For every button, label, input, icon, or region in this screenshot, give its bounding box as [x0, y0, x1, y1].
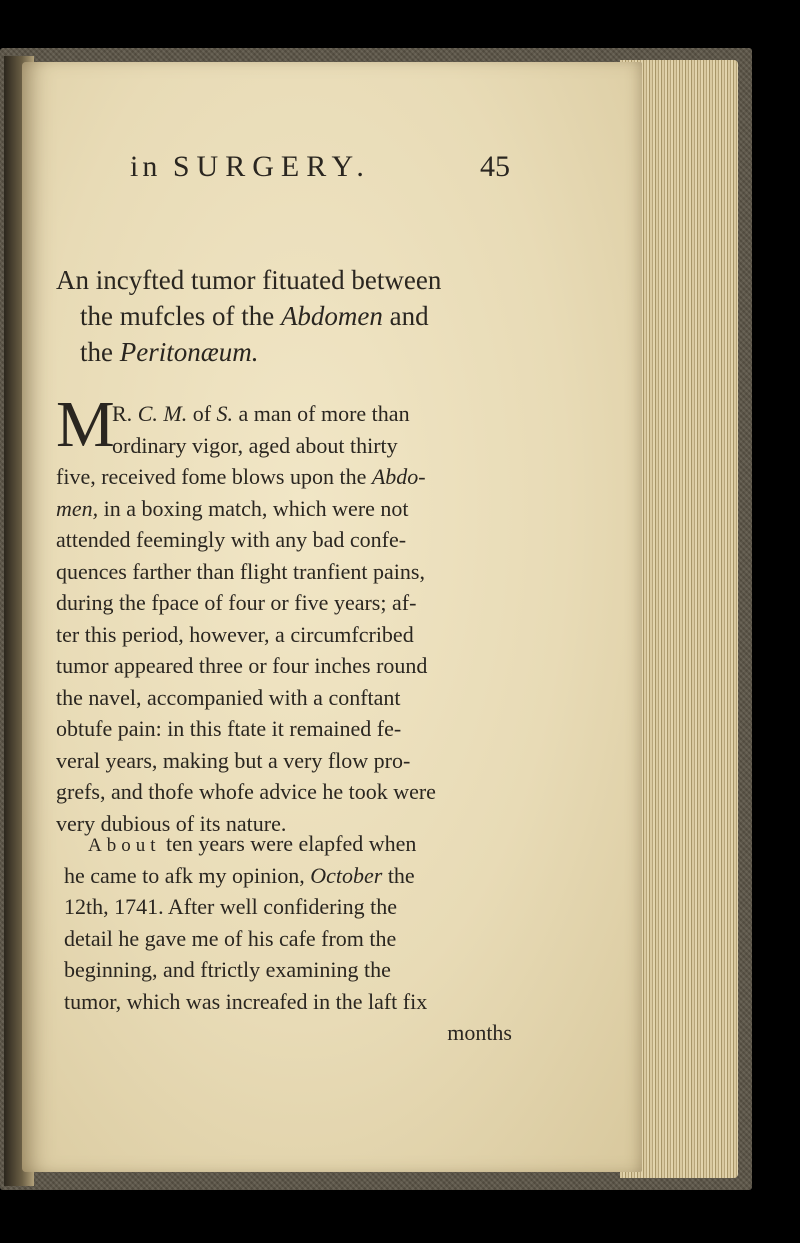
text-line: tumor, which was increafed in the laft fix [64, 988, 428, 1014]
title-text: and [382, 301, 429, 331]
text-run: in a boxing match, which were not [98, 495, 409, 521]
text-italic: C. M. [137, 401, 188, 426]
text-line: veral years, making but a very flow pro- [56, 747, 411, 773]
text-italic: Abdo- [371, 464, 426, 489]
running-title-caps: SURGERY. [172, 150, 371, 183]
title-text: the [80, 337, 120, 367]
text-line [56, 493, 526, 525]
drop-cap: M [56, 388, 115, 461]
title-line-1: An incyfted tumor fituated between [56, 265, 442, 295]
section-title [56, 262, 526, 370]
running-title [130, 150, 371, 184]
text-line: ordinary vigor, aged about thirty [112, 432, 398, 458]
title-italic-peritonaeum: Peritonæum. [119, 337, 259, 367]
text-line: detail he gave me of his cafe from the [64, 925, 397, 951]
text-line [64, 860, 528, 892]
page-number: 45 [480, 150, 510, 183]
title-text: the mufcles of the [80, 301, 281, 331]
text-line: during the fpace of four or five years; af- [56, 590, 417, 615]
text-line: the navel, accompanied with a conftant [56, 684, 401, 710]
text-run: he came to afk my opinion, [64, 862, 311, 888]
text-line: grefs, and thofe whofe advice he took were [56, 779, 436, 804]
text-run: five, received fome blows upon the [56, 464, 372, 489]
title-italic-abdomen: Abdomen [280, 301, 383, 331]
text-line: very dubious of its nature. [56, 810, 287, 836]
text-run: of [187, 401, 217, 426]
text-line [56, 398, 526, 430]
text-italic: S. [216, 401, 234, 426]
catchword: months [447, 1020, 512, 1045]
text-line: tumor appeared three or four inches round [56, 653, 428, 678]
text-line: 12th, 1741. After well confidering the [64, 894, 397, 919]
text-line: obtufe pain: in this ftate it remained fe- [56, 716, 402, 741]
text-line: ter this period, however, a circumfcribed [56, 621, 414, 647]
text-run: ten years were elapfed when [160, 831, 417, 856]
text-run: a man of more than [233, 401, 410, 426]
text-line: quences farther than flight tranfient pains, [56, 558, 425, 584]
text-italic: men, [56, 495, 99, 521]
running-header [130, 150, 510, 184]
text-run: the [382, 862, 415, 888]
running-prefix: in [130, 150, 162, 183]
text-line: beginning, and ftrictly examining the [64, 957, 391, 982]
paragraph-1 [56, 388, 526, 839]
text-line [56, 461, 526, 493]
text-italic-october: October [310, 862, 383, 888]
text-line [88, 828, 528, 860]
small-caps-about: About [88, 835, 161, 856]
title-line-2 [56, 298, 526, 334]
title-line-3 [56, 334, 526, 370]
text-line: attended feemingly with any bad confe- [56, 527, 407, 552]
text-run: R. [112, 401, 138, 426]
paragraph-2 [64, 828, 528, 1049]
